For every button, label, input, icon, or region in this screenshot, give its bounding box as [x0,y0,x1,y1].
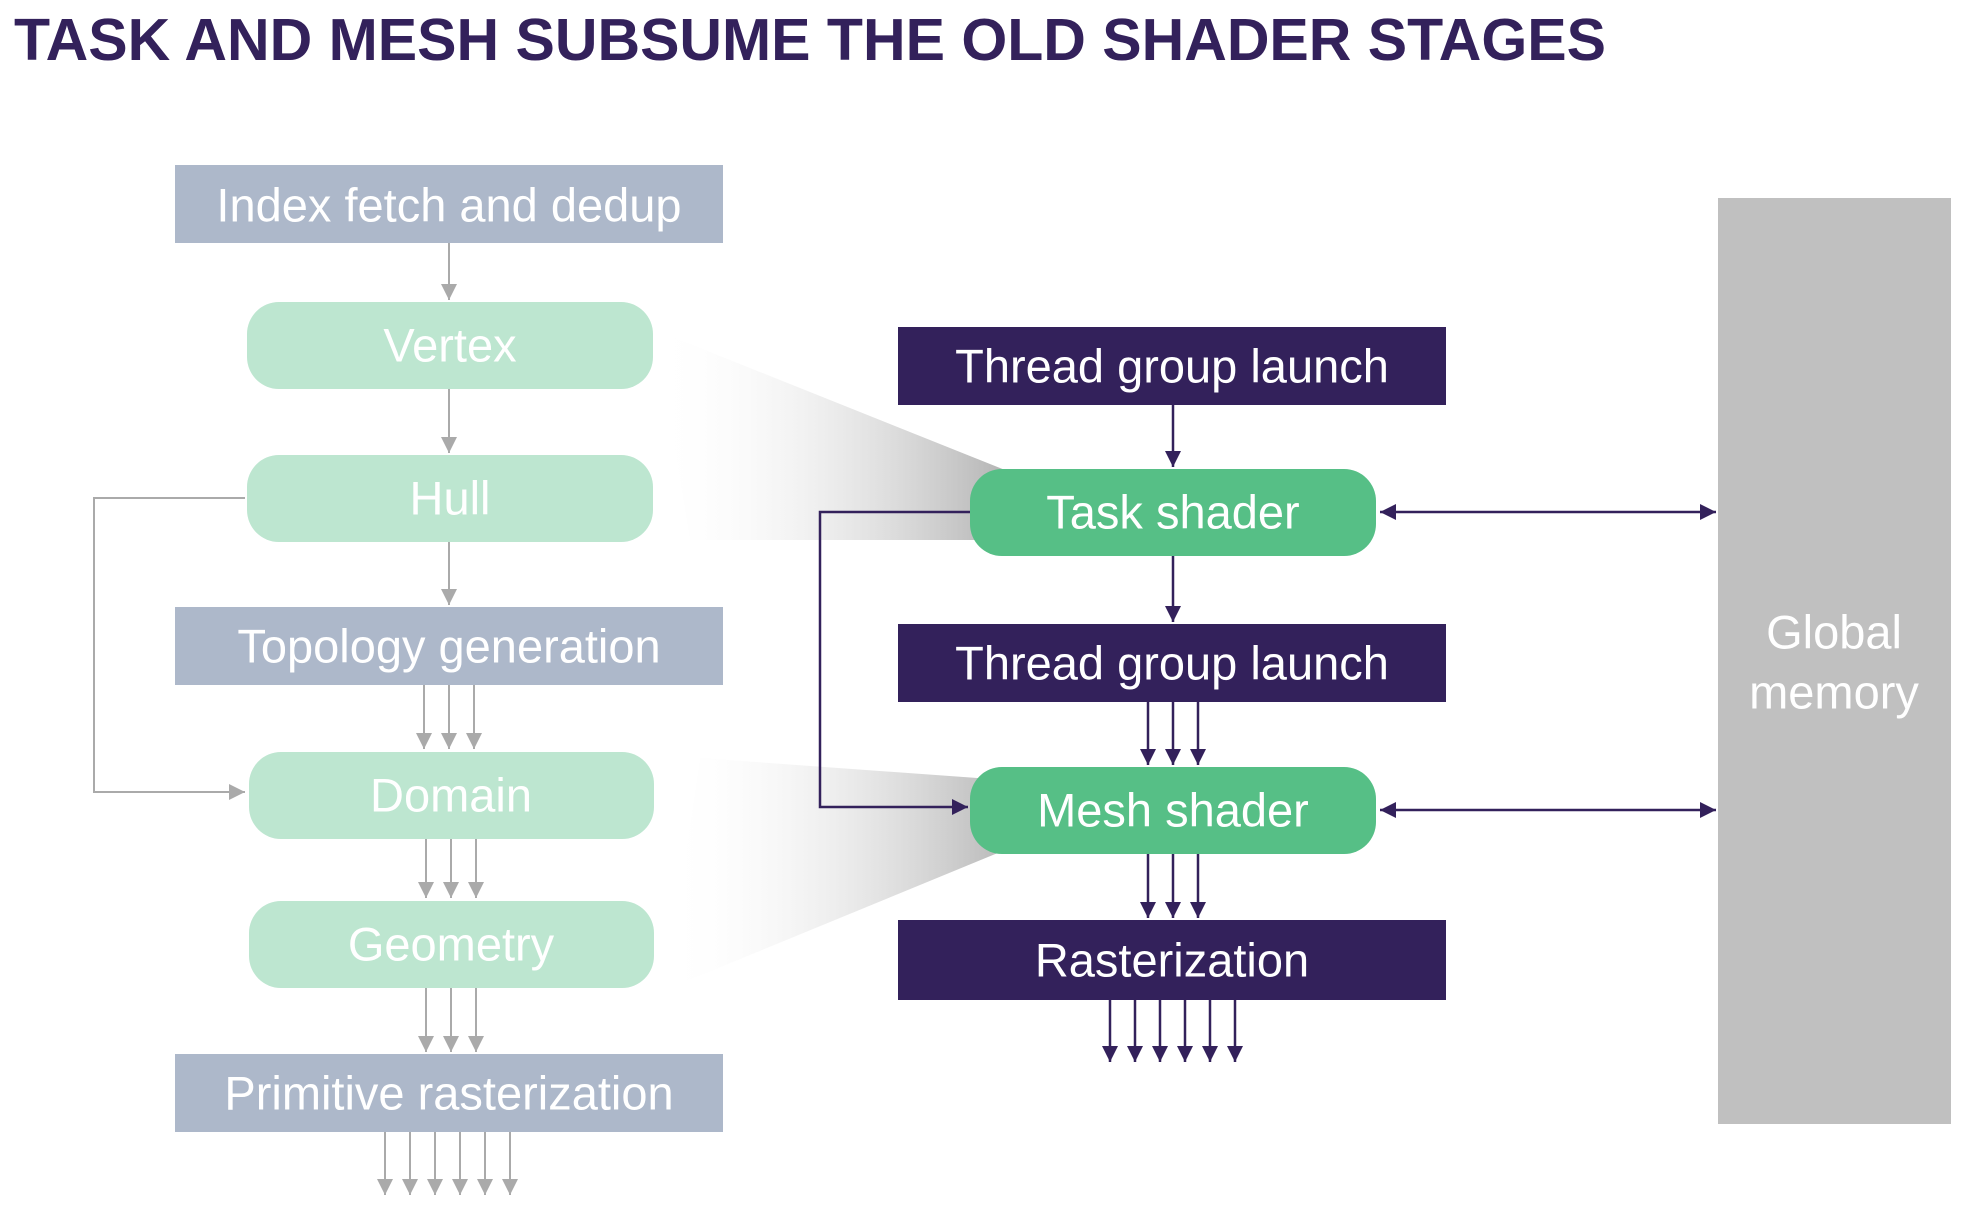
global-memory-block [1718,198,1951,1124]
topology-label: Topology generation [237,619,661,673]
page-title: TASK AND MESH SUBSUME THE OLD SHADER STAGES [14,7,1606,73]
mesh-shader-label: Mesh shader [1037,783,1309,837]
task-shader-label: Task shader [1046,485,1300,539]
vertex-label: Vertex [383,318,517,372]
hull-label: Hull [409,471,491,525]
global-memory-label-line2: memory [1749,665,1919,719]
index-fetch-label: Index fetch and dedup [216,178,682,232]
domain-label: Domain [370,768,532,822]
rasterization-label: Rasterization [1034,933,1310,987]
primitive-raster-label: Primitive rasterization [224,1066,674,1120]
global-memory-label-line1: Global [1766,605,1902,659]
geometry-label: Geometry [347,917,555,971]
thread-group-launch-1-label: Thread group launch [955,339,1389,393]
thread-group-launch-2-label: Thread group launch [955,636,1389,690]
